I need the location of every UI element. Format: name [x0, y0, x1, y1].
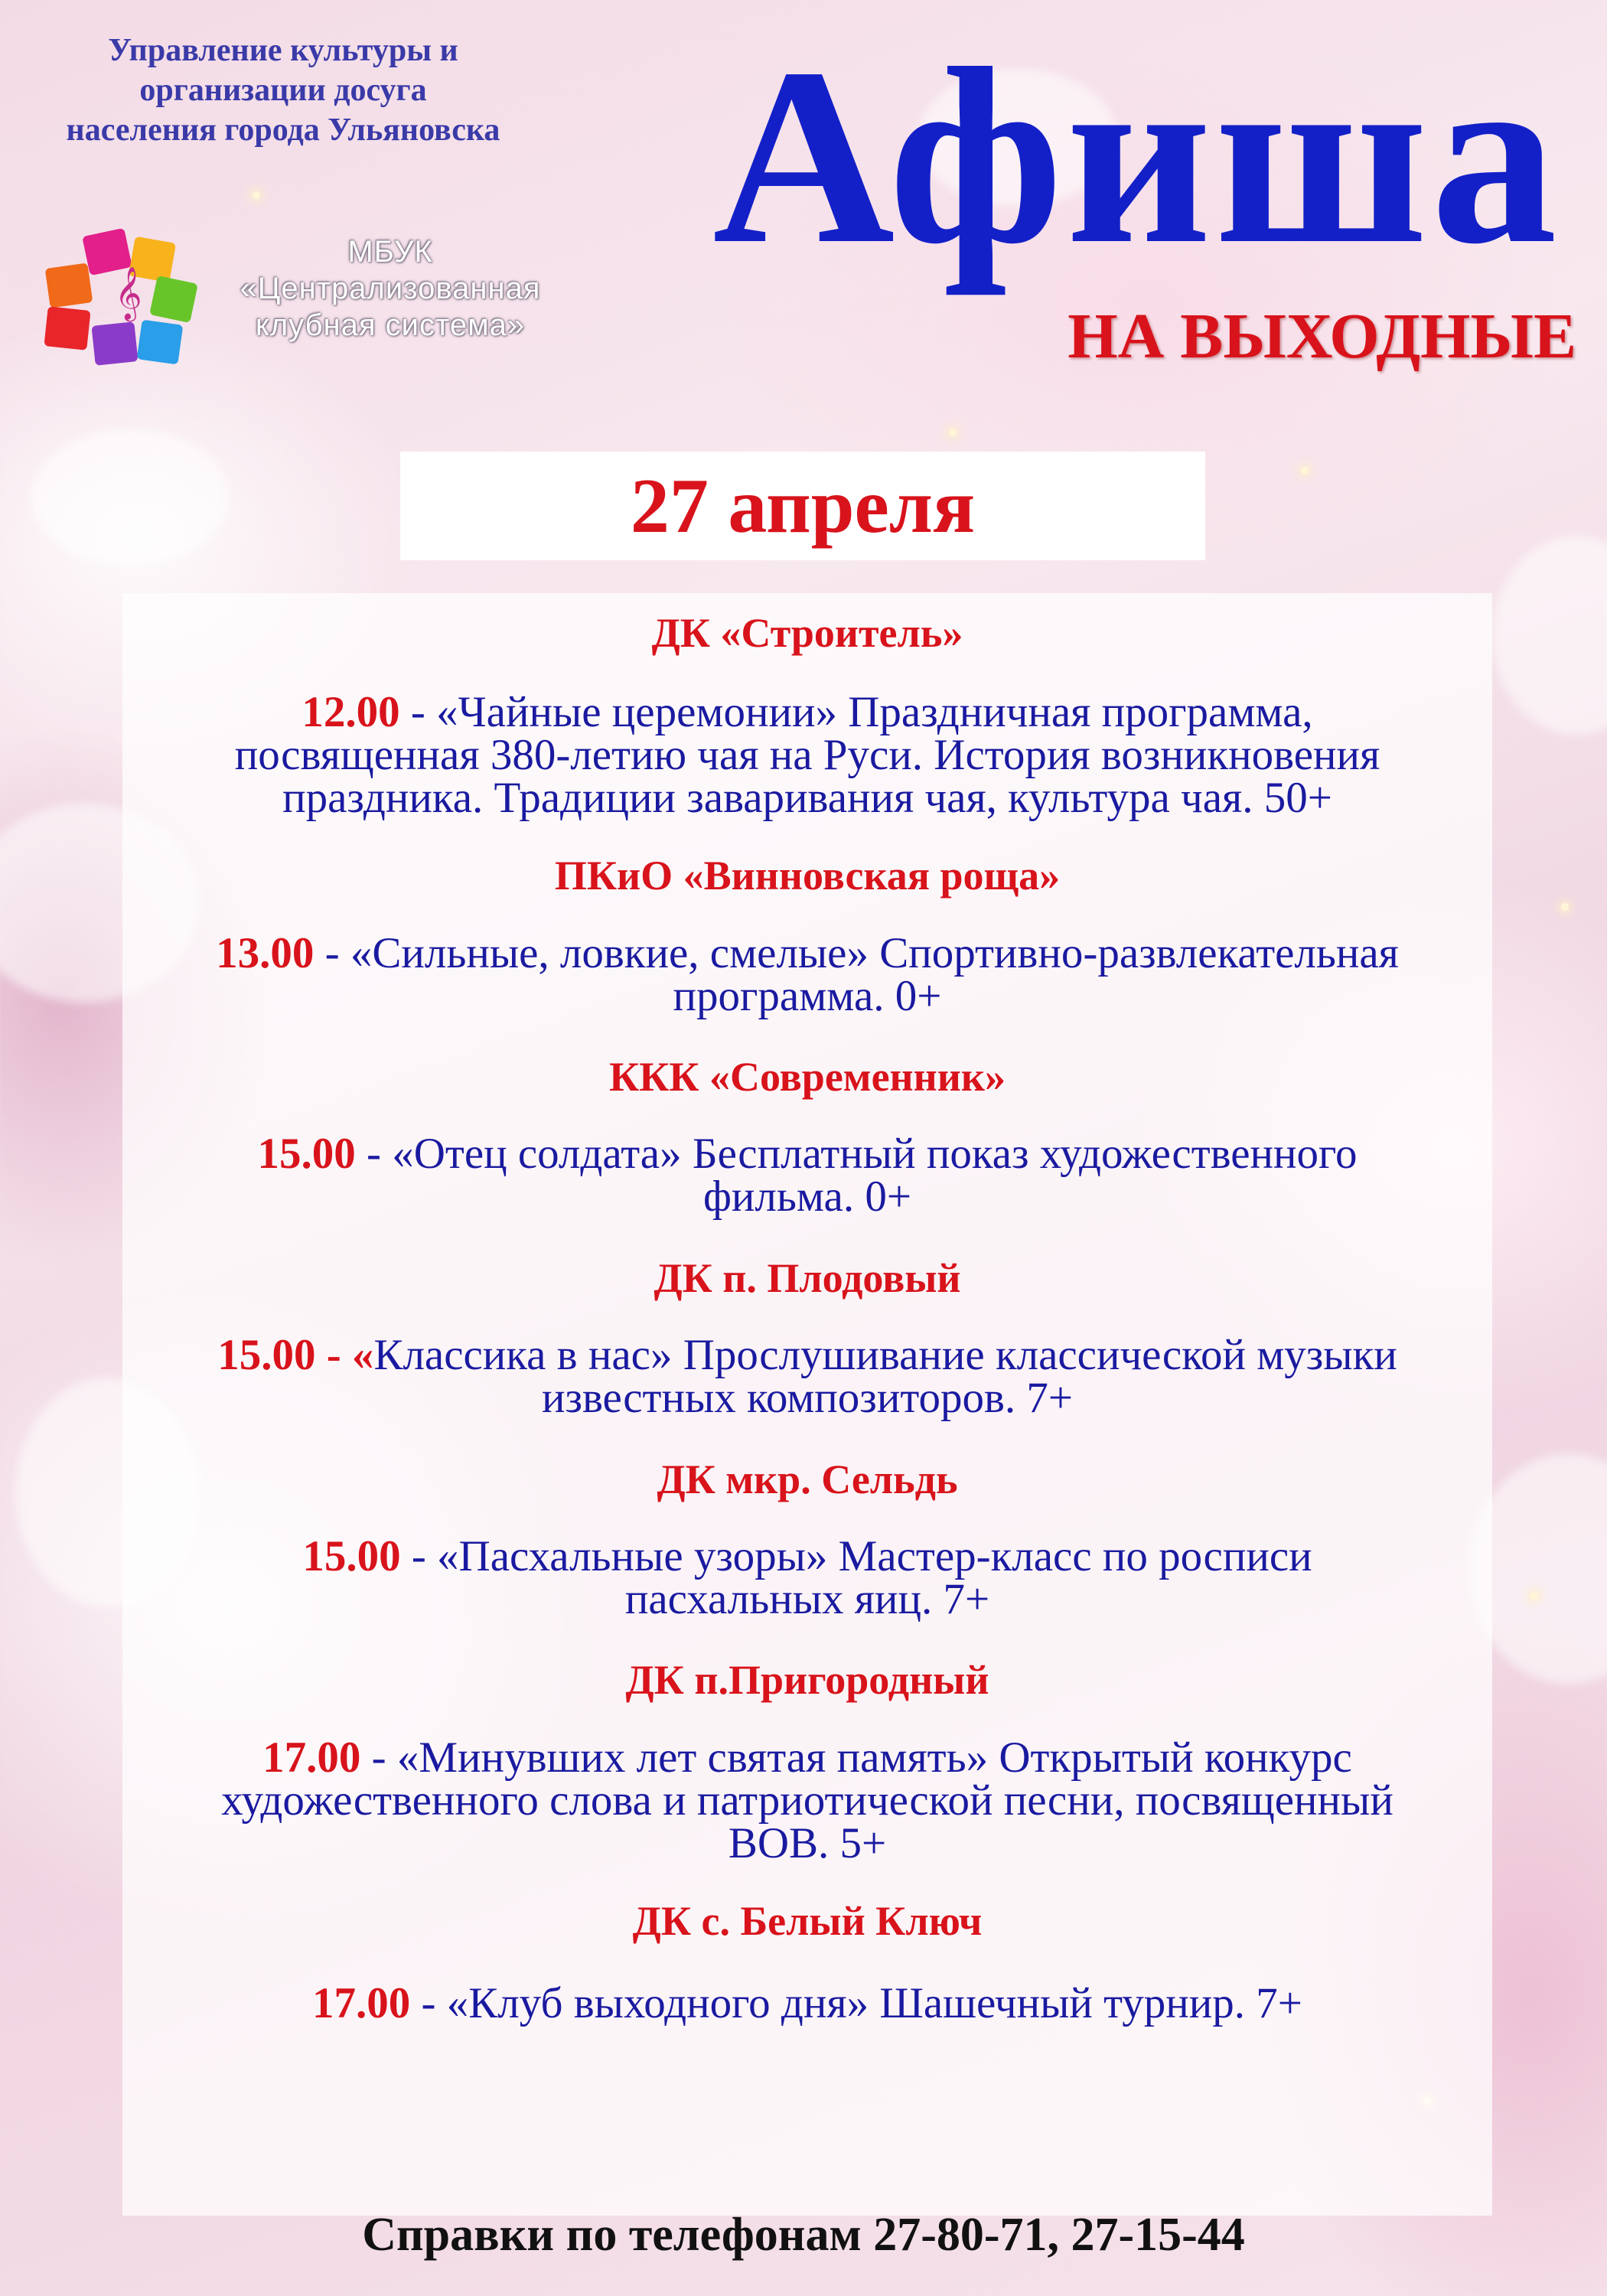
mbuk-line: клубная система»	[255, 308, 526, 342]
event-line: Классика в нас» Прослушивание классической музыки	[373, 1331, 1397, 1379]
event-separator: -	[355, 1130, 393, 1178]
event-separator: -	[360, 1733, 397, 1782]
venue-title: ДК «Строитель»	[651, 610, 963, 656]
event-time: 15.00	[257, 1130, 356, 1178]
event-date: 27 апреля	[630, 462, 976, 550]
event-line: посвященная 380-летию чая на Руси. История возникновения	[234, 731, 1380, 779]
organization-name	[31, 31, 536, 150]
event-line: известных композиторов. 7+	[541, 1374, 1074, 1422]
svg-text:𝄞: 𝄞	[115, 266, 142, 320]
event-separator: -	[314, 929, 350, 977]
org-line: Управление культуры и	[108, 33, 458, 68]
event-line: ВОВ. 5+	[728, 1819, 887, 1867]
event-line: «Отец солдата» Бесплатный показ художественного	[392, 1130, 1358, 1178]
venue-title: ККК «Современник»	[609, 1054, 1006, 1100]
event-line: фильма. 0+	[702, 1172, 911, 1221]
date-banner	[400, 452, 1205, 560]
event-time: 17.00	[262, 1733, 361, 1782]
venue-title: ПКиО «Винновская роща»	[554, 853, 1061, 899]
event-item	[138, 929, 1477, 1020]
event-time: 17.00	[312, 1979, 411, 2027]
event-line: праздника. Традиции заваривания чая, культура чая. 50+	[282, 774, 1332, 822]
event-separator: -	[410, 1979, 447, 2027]
mbuk-line: МБУК	[347, 235, 433, 269]
event-item	[138, 1130, 1477, 1221]
event-separator: -	[400, 1532, 438, 1580]
event-line: художественного слова и патриотической песни, посвященный	[221, 1776, 1393, 1825]
org-line: населения города Ульяновска	[66, 113, 500, 148]
event-line: программа. 0+	[673, 972, 942, 1020]
venue-title: ДК мкр. Сельдь	[657, 1456, 958, 1502]
event-time: 12.00	[302, 688, 400, 736]
event-time: 15.00	[302, 1532, 401, 1580]
cubes-logo-icon	[38, 218, 207, 371]
event-item	[138, 1532, 1477, 1623]
contact-phones: Справки по телефонам 27-80-71, 27-15-44	[362, 2209, 1245, 2261]
event-item	[138, 1733, 1477, 1867]
event-line: «Клуб выходного дня» Шашечный турнир. 7+	[446, 1979, 1302, 2027]
mbuk-name	[207, 233, 574, 344]
venue-title: ДК п.Пригородный	[625, 1657, 989, 1703]
event-line: пасхальных яиц. 7+	[624, 1575, 990, 1623]
mbuk-line: «Централизованная	[240, 272, 541, 305]
event-line: «Пасхальные узоры» Мастер-класс по росписи	[437, 1532, 1312, 1580]
event-separator: -	[399, 688, 437, 736]
venue-title: ДК п. Плодовый	[654, 1255, 961, 1301]
org-line: организации досуга	[139, 73, 427, 108]
event-time: 15.00 - «	[217, 1331, 374, 1379]
venue-title: ДК с. Белый Ключ	[632, 1898, 983, 1944]
poster-title: Афиша	[712, 17, 1560, 296]
event-item	[138, 688, 1477, 822]
event-line: «Минувших лет святая память» Открытый конкурс	[396, 1733, 1352, 1782]
event-item	[138, 1979, 1477, 2027]
event-line: «Чайные церемонии» Праздничная программа,	[436, 688, 1313, 736]
event-time: 13.00	[216, 929, 315, 977]
poster-subtitle: НА ВЫХОДНЫЕ	[1068, 301, 1576, 372]
event-item	[138, 1331, 1477, 1422]
event-line: «Сильные, ловкие, смелые» Спортивно-развлекательная	[350, 929, 1399, 977]
